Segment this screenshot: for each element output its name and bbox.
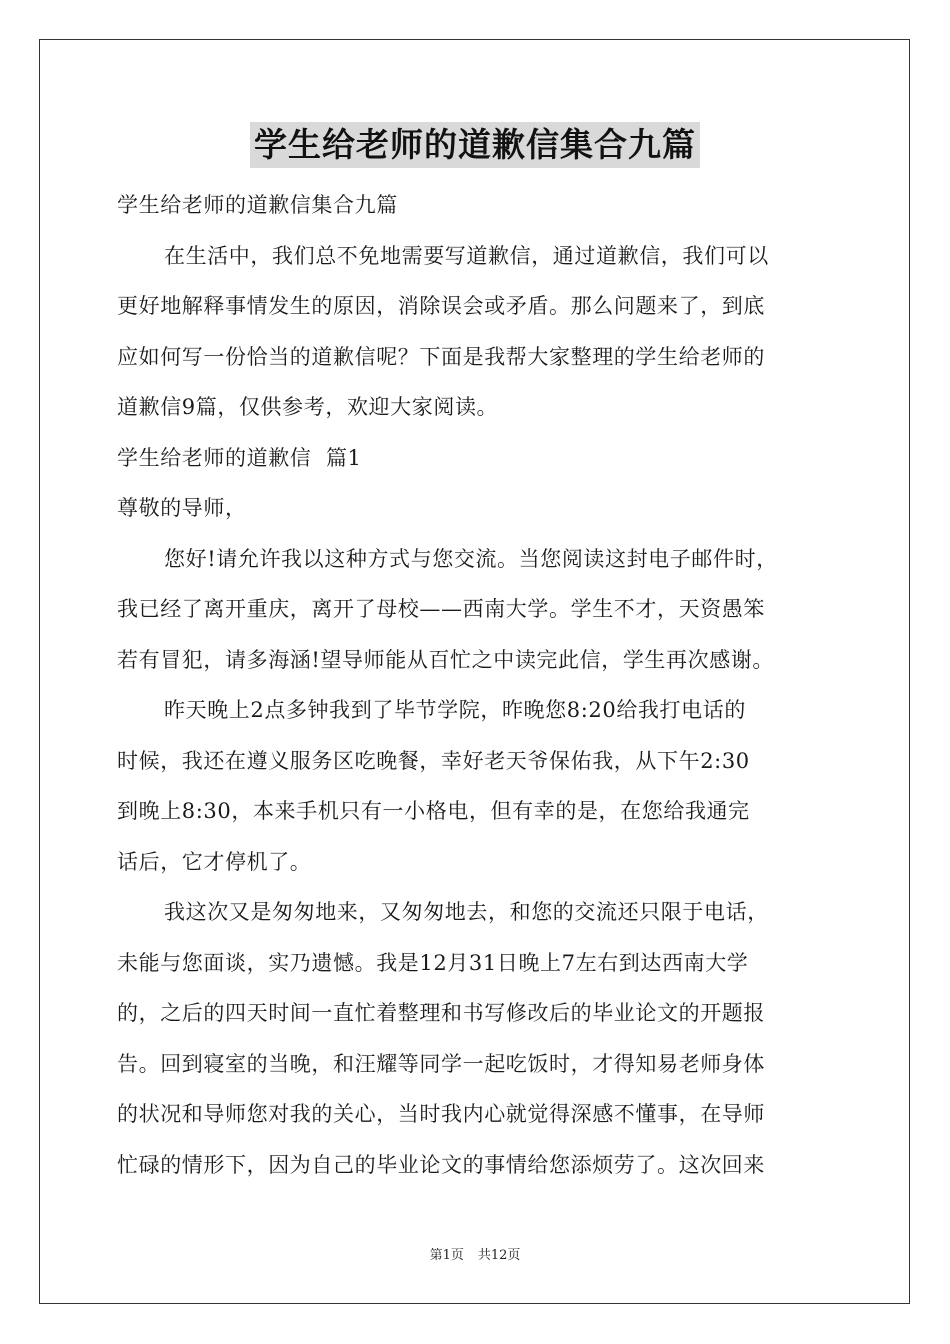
text-line: 未能与您面谈，实乃遗憾。我是12月31日晚上7左右到达西南大学: [117, 950, 749, 975]
section-heading: 学生给老师的道歉信 篇1: [117, 445, 362, 470]
text-line: 我这次又是匆匆地来，又匆匆地去，和您的交流还只限于电话，: [164, 900, 769, 924]
text-line: 告。回到寝室的当晚，和汪耀等同学一起吃饭时，才得知易老师身体: [117, 1051, 765, 1076]
page-footer: [0, 1247, 950, 1265]
letter-paragraph-3: [117, 887, 835, 1190]
text-line: 我已经了离开重庆，离开了母校——西南大学。学生不才，天资愚笨: [117, 597, 765, 621]
page-total: 共12页: [477, 1248, 521, 1263]
text-line: 昨天晚上2点多钟我到了毕节学院，昨晚您8:20给我打电话的: [164, 698, 746, 722]
text-line: 道歉信9篇，仅供参考，欢迎大家阅读。: [117, 395, 499, 419]
text-line: 的状况和导师您对我的关心，当时我内心就觉得深感不懂事，在导师: [117, 1102, 765, 1126]
page-number: 第1页: [429, 1248, 464, 1263]
letter-paragraph-1: [117, 534, 835, 686]
document-title-block: [0, 122, 950, 168]
document-body: [117, 180, 835, 1190]
text-line: 话后，它才停机了。: [117, 849, 312, 874]
letter-paragraph-2: [117, 685, 835, 887]
text-line: 到晚上8:30，本来手机只有一小格电，但有幸的是，在您给我通完: [117, 799, 750, 823]
text-line: 更好地解释事情发生的原因，消除误会或矛盾。那么问题来了，到底: [117, 294, 765, 318]
document-subtitle: 学生给老师的道歉信集合九篇: [117, 193, 398, 217]
intro-paragraph: [117, 231, 835, 433]
text-line: 忙碌的情形下，因为自己的毕业论文的事情给您添烦劳了。这次回来: [117, 1152, 765, 1177]
text-line: 您好!请允许我以这种方式与您交流。当您阅读这封电子邮件时，: [164, 546, 778, 571]
text-line: 应如何写一份恰当的道歉信呢？下面是我帮大家整理的学生给老师的: [117, 344, 765, 369]
text-line: 在生活中，我们总不免地需要写道歉信，通过道歉信，我们可以: [164, 243, 769, 268]
text-line: 若有冒犯，请多海涵!望导师能从百忙之中读完此信，学生再次感谢。: [117, 647, 775, 672]
text-line: 的，之后的四天时间一直忙着整理和书写修改后的毕业论文的开题报: [117, 1001, 765, 1025]
document-title: 学生给老师的道歉信集合九篇: [250, 122, 700, 168]
text-line: 时候，我还在遵义服务区吃晚餐，幸好老天爷保佑我，从下午2:30: [117, 748, 750, 773]
salutation: 尊敬的导师，: [117, 496, 247, 520]
